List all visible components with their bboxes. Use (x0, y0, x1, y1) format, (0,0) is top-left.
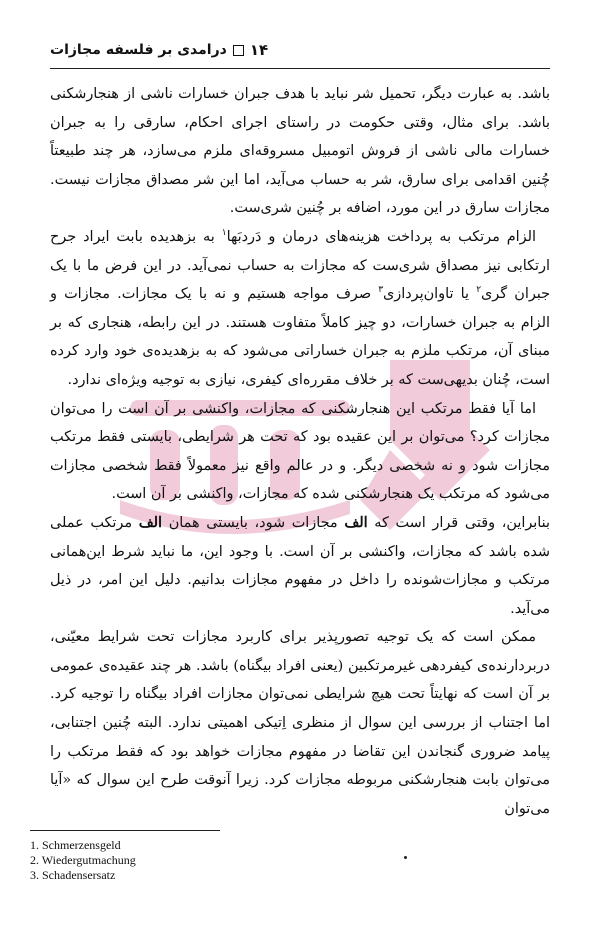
paragraph (50, 80, 550, 223)
text-run: اما آیا فقط مرتکب این هنجارشکنی که مجازات، واکنشی بر آن است را می‌توان مجازات کرد؟ می‌توان بر این عقیده بود که تحت هر شرایطی، بایستی فقط مرتکب مجازات شود و نه شخصی دیگر. و در عالم واقع نیز معمولاً فقط شخصی مجازات می‌شود که مرتکب یک هنجارشکنی شده که مجازات، واکنشی بر آن است. (50, 400, 550, 503)
text-run: به بزهدیده بابت ایراد جرح ارتکابی نیز مصداق شری‌ست که مجازات به حساب نمی‌آید. در این فرض ما با یک جبران گری (50, 228, 550, 303)
text-run: باشد. به عبارت دیگر، تحمیل شر نباید با هدف جبران خسارات ناشی از هنجارشکنی باشد. برای مثال، وقتی حکومت در راستای اجرای احکام، سارقی را به جبران خسارات مالی ناشی از فروش اتومبیل مسروقه‌ای ملزم می‌سازد، هر چند طبیعتاً چُنین اقدامی برای سارق، شر به حساب می‌آید، اما این شر مصداق مجازات نیست. مجازات سارق در این مورد، اضافه بر چُنین شری‌ست. (50, 86, 550, 217)
bold-term: الف (344, 513, 368, 531)
bold-term: الف (138, 513, 163, 531)
footnote-ref: ۲ (476, 285, 482, 296)
text-run: ممکن است که یک توجیه تصورپذیر برای کاربرد مجازات تحت شرایط معیّنی، دربردارنده‌ی کیفردهی غیرمرتکبین (یعنی افراد بیگناه) باشد. هر چند عقیده‌ی عمومی بر آن است که نهایتاً تحت هیچ شرایطی نمی‌توان مجازات افراد بیگناه را توجیه کرد. اما اجتناب از بررسی این سوال از منظری اِتیکی اهمیتی ندارد. البته چُنین اجتنابی، پیامد ضروری گنجاندن این تقاضا در مفهوم مجازات خواهد بود که فقط مرتکب را می‌توان بابت هنجارشکنی مربوطه مجازات کرد. زیرا آنوقت طرح این سوال که «آیا می‌توان (50, 629, 550, 817)
paragraph (50, 395, 550, 509)
text-run: مرتکب عملی شده باشد که مجازات، واکنشی بر آن است. با وجود این، ما نباید شرط این‌همانی مرتکب و مجازات‌شونده را داخل در مفهوم مجازات بدانیم. دلیل این امر، در ذیل می‌آید. (50, 514, 550, 617)
paragraph (50, 623, 550, 823)
text-run: یا تاوان‌پردازی (383, 286, 477, 303)
paragraph (50, 223, 550, 395)
paragraph (50, 509, 550, 623)
text-run: بنابراین، وقتی قرار است که (367, 514, 550, 531)
page-number: ۱۴ (249, 41, 269, 59)
scan-dot (404, 856, 407, 859)
footnote-ref: ۱ (221, 228, 227, 239)
footnote-divider (30, 830, 220, 831)
body-text (50, 80, 550, 823)
footnotes (30, 838, 330, 883)
text-run: صرف مواجه هستیم و نه با یک مجازات. مجازات و الزام به جبران خسارات، دو چیز کاملاً متفاوت هستند. در این رابطه، هنجاری که بر مبنای آن، مرتکب ملزم به جبران خساراتی می‌شود که به بزهدیده‌ی خود وارد کرده است، چُنان بدیهی‌ست که بر خلاف مقرره‌ای کیفری، نیازی به توجیه ویژه‌ای ندارد. (50, 286, 550, 388)
square-bullet-icon (233, 45, 244, 56)
page-header (50, 36, 550, 69)
footnote: 1. Schmerzensgeld (30, 838, 121, 852)
book-title: درامدی بر فلسفه مجازات (50, 42, 227, 58)
footnote: 2. Wiedergutmachung (30, 853, 136, 867)
footnote-ref: ۳ (378, 285, 384, 296)
text-run: الزام مرتکب به پرداخت هزینه‌های درمان و دَردبَها (226, 228, 537, 245)
footnote: 3. Schadensersatz (30, 868, 116, 882)
text-run: مجازات شود، بایستی همان (162, 514, 345, 531)
